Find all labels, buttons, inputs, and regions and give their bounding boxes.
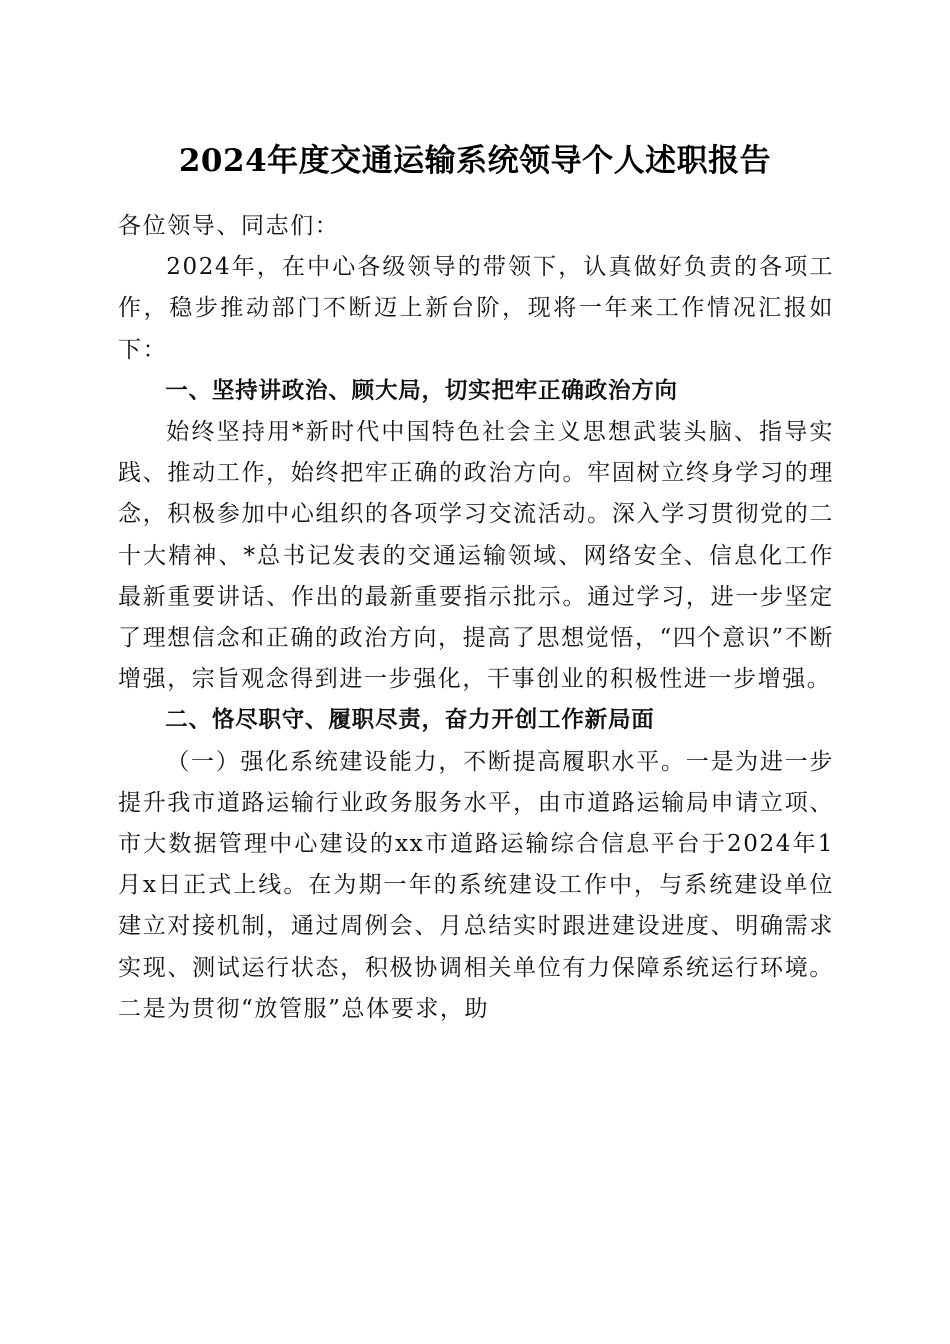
- subsection-1-text: 一是为进一步提升我市道路运输行业政务服务水平，由市道路运输局申请立项、市大数据管理中心建设的xx市道路运输综合信息平台于2024年1月x日正式上线。在为期一年的系统建设工作中，与系统建设单位建立对接机制，通过周例会、月总结实时跟进建设进度、明确需求实现、测试运行状态，积极协调相关单位有力保障系统运行环境。二是为贯彻“放管服”总体要求，助: [118, 748, 834, 1022]
- intro-paragraph: 2024年，在中心各级领导的带领下，认真做好负责的各项工作，稳步推动部门不断迈上新台阶，现将一年来工作情况汇报如下：: [118, 254, 834, 363]
- section-2-heading: 二、恪尽职守、履职尽责，奋力开创工作新局面: [165, 707, 655, 734]
- section-1-paragraph: 始终坚持用*新时代中国特色社会主义思想武装头脑、指导实践、推动工作，始终把牢正确的政治方向。牢固树立终身学习的理念，积极参加中心组织的各项学习交流活动。深入学习贯彻党的二十大精神、*总书记发表的交通运输领域、网络安全、信息化工作最新重要讲话、作出的最新重要指示批示。通过学习，进一步坚定了理想信念和正确的政治方向，提高了思想觉悟，“四个意识”不断增强，宗旨观念得到进一步强化，干事创业的积极性进一步增强。: [118, 419, 834, 693]
- document-body: [118, 206, 834, 1030]
- salutation: 各位领导、同志们：: [118, 213, 340, 239]
- subsection-1-title: （一）强化系统建设能力，不断提高履职水平。: [166, 748, 686, 775]
- section-2-paragraph: [118, 742, 834, 1030]
- document-title: 2024年度交通运输系统领导个人述职报告: [178, 143, 772, 179]
- section-1-heading: 一、坚持讲政治、顾大局，切实把牢正确政治方向: [165, 377, 678, 404]
